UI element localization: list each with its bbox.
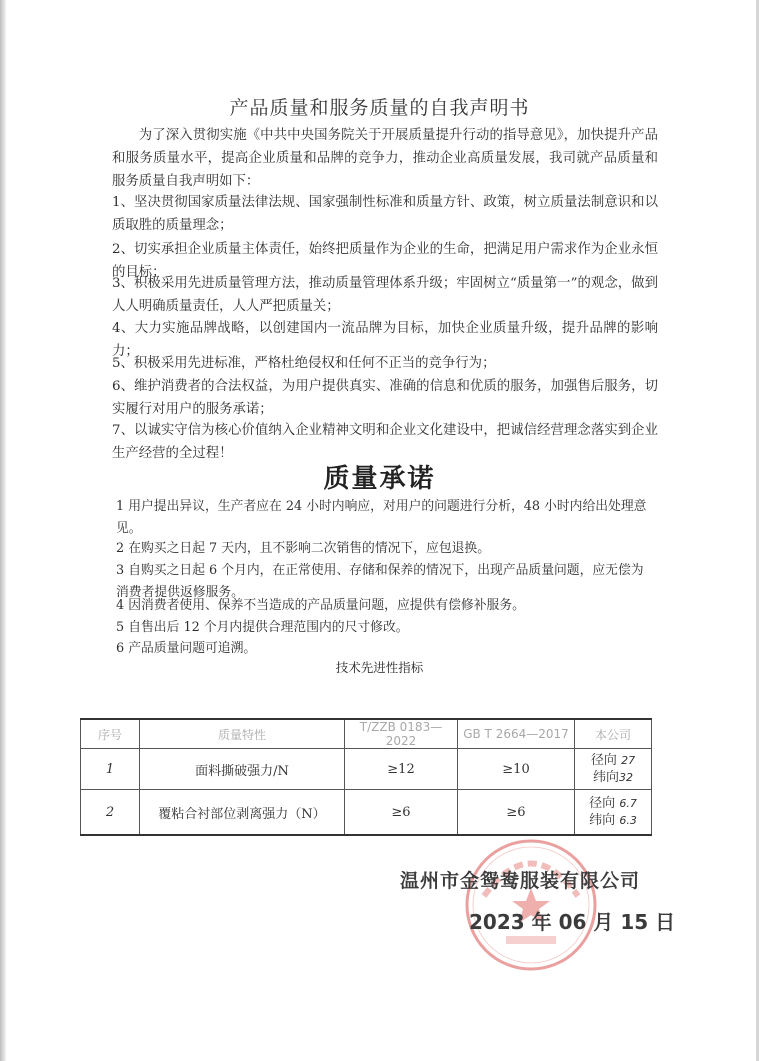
commitment-item-6: 6 产品质量问题可追溯。 xyxy=(116,641,257,656)
signature-date: 2023 年 06 月 15 日 xyxy=(469,910,676,934)
warp-value: 27 xyxy=(621,754,636,767)
warp-value: 6.7 xyxy=(619,797,637,810)
cell-std-tzzb: ≥6 xyxy=(345,790,458,836)
spec-table-title: 技术先进性指标 xyxy=(335,660,424,675)
cell-no: 2 xyxy=(81,790,140,836)
spec-table-header-row xyxy=(81,719,652,749)
header-std-gbt: GB T 2664—2017 xyxy=(458,719,575,749)
declaration-item-4: 4、大力实施品牌战略，以创建国内一流品牌为目标，加快企业质量升级，提升品牌的影响力； xyxy=(112,321,658,359)
commitment-item-3: 3 自购买之日起 6 个月内，在正常使用、存储和保养的情况下，出现产品质量问题，应无偿为消费者提供返修服务。 xyxy=(116,563,644,600)
declaration-item-5: 5、积极采用先进标准，严格杜绝侵权和任何不正当的竞争行为； xyxy=(112,356,496,371)
company-name: 温州市金鸳鸯服装有限公司 xyxy=(400,870,641,892)
cell-property: 面料撕破强力/N xyxy=(140,749,345,790)
cell-std-gbt: ≥10 xyxy=(458,749,575,790)
weft-value: 32 xyxy=(619,771,633,784)
weft-label: 纬向 xyxy=(589,813,616,828)
weft-label: 纬向 xyxy=(592,770,619,785)
header-no: 序号 xyxy=(81,719,140,749)
cell-company-values xyxy=(575,749,652,790)
cell-std-gbt: ≥6 xyxy=(458,790,575,836)
table-row xyxy=(81,790,652,836)
declaration-title: 产品质量和服务质量的自我声明书 xyxy=(229,97,530,119)
declaration-item-7: 7、以诚实守信为核心价值纳入企业精神文明和企业文化建设中，把诚信经营理念落实到企业生产经营的全过程！ xyxy=(112,423,658,461)
commitment-item-4: 4 因消费者使用、保养不当造成的产品质量问题，应提供有偿修补服务。 xyxy=(116,598,525,613)
declaration-intro: 为了深入贯彻实施《中共中央国务院关于开展质量提升行动的指导意见》，加快提升产品和服务质量水平，提高企业质量和品牌的竞争力，推动企业高质量发展，我司就产品质量和服务质量自我声明如下： xyxy=(112,128,658,189)
warp-label: 径向 xyxy=(590,753,617,768)
declaration-item-2: 2、切实承担企业质量主体责任，始终把质量作为企业的生命，把满足用户需求作为企业永恒的目标； xyxy=(112,242,658,280)
scan-edge-left xyxy=(0,0,6,1061)
declaration-item-1: 1、坚决贯彻国家质量法律法规、国家强制性标准和质量方针、政策，树立质量法制意识和以质取胜的质量理念； xyxy=(112,195,658,233)
header-company: 本公司 xyxy=(575,719,652,749)
commitment-item-1: 1 用户提出异议，生产者应在 24 小时内响应，对用户的问题进行分析，48 小时内给出处理意见。 xyxy=(116,499,647,536)
header-property: 质量特性 xyxy=(140,719,345,749)
commitment-title: 质量承诺 xyxy=(323,464,436,494)
commitment-item-2: 2 在购买之日起 7 天内，且不影响二次销售的情况下，应包退换。 xyxy=(116,541,491,556)
commitment-item-5: 5 自售出后 12 个月内提供合理范围内的尺寸修改。 xyxy=(116,620,409,635)
table-row xyxy=(81,749,652,790)
warp-label: 径向 xyxy=(589,796,616,811)
cell-property: 覆粘合衬部位剥离强力（N） xyxy=(140,790,345,836)
cell-no: 1 xyxy=(81,749,140,790)
spec-table xyxy=(80,718,652,836)
declaration-item-6: 6、维护消费者的合法权益，为用户提供真实、准确的信息和优质的服务，加强售后服务，切实履行对用户的服务承诺； xyxy=(112,379,658,417)
weft-value: 6.3 xyxy=(619,814,637,827)
cell-company-values xyxy=(575,790,652,836)
header-std-tzzb: T/ZZB 0183—2022 xyxy=(345,719,458,749)
cell-std-tzzb: ≥12 xyxy=(345,749,458,790)
declaration-item-3: 3、积极采用先进质量管理方法，推动质量管理体系升级；牢固树立“质量第一”的观念，做到人人明确质量责任，人人严把质量关； xyxy=(112,276,658,314)
company-seal-icon xyxy=(462,836,600,974)
